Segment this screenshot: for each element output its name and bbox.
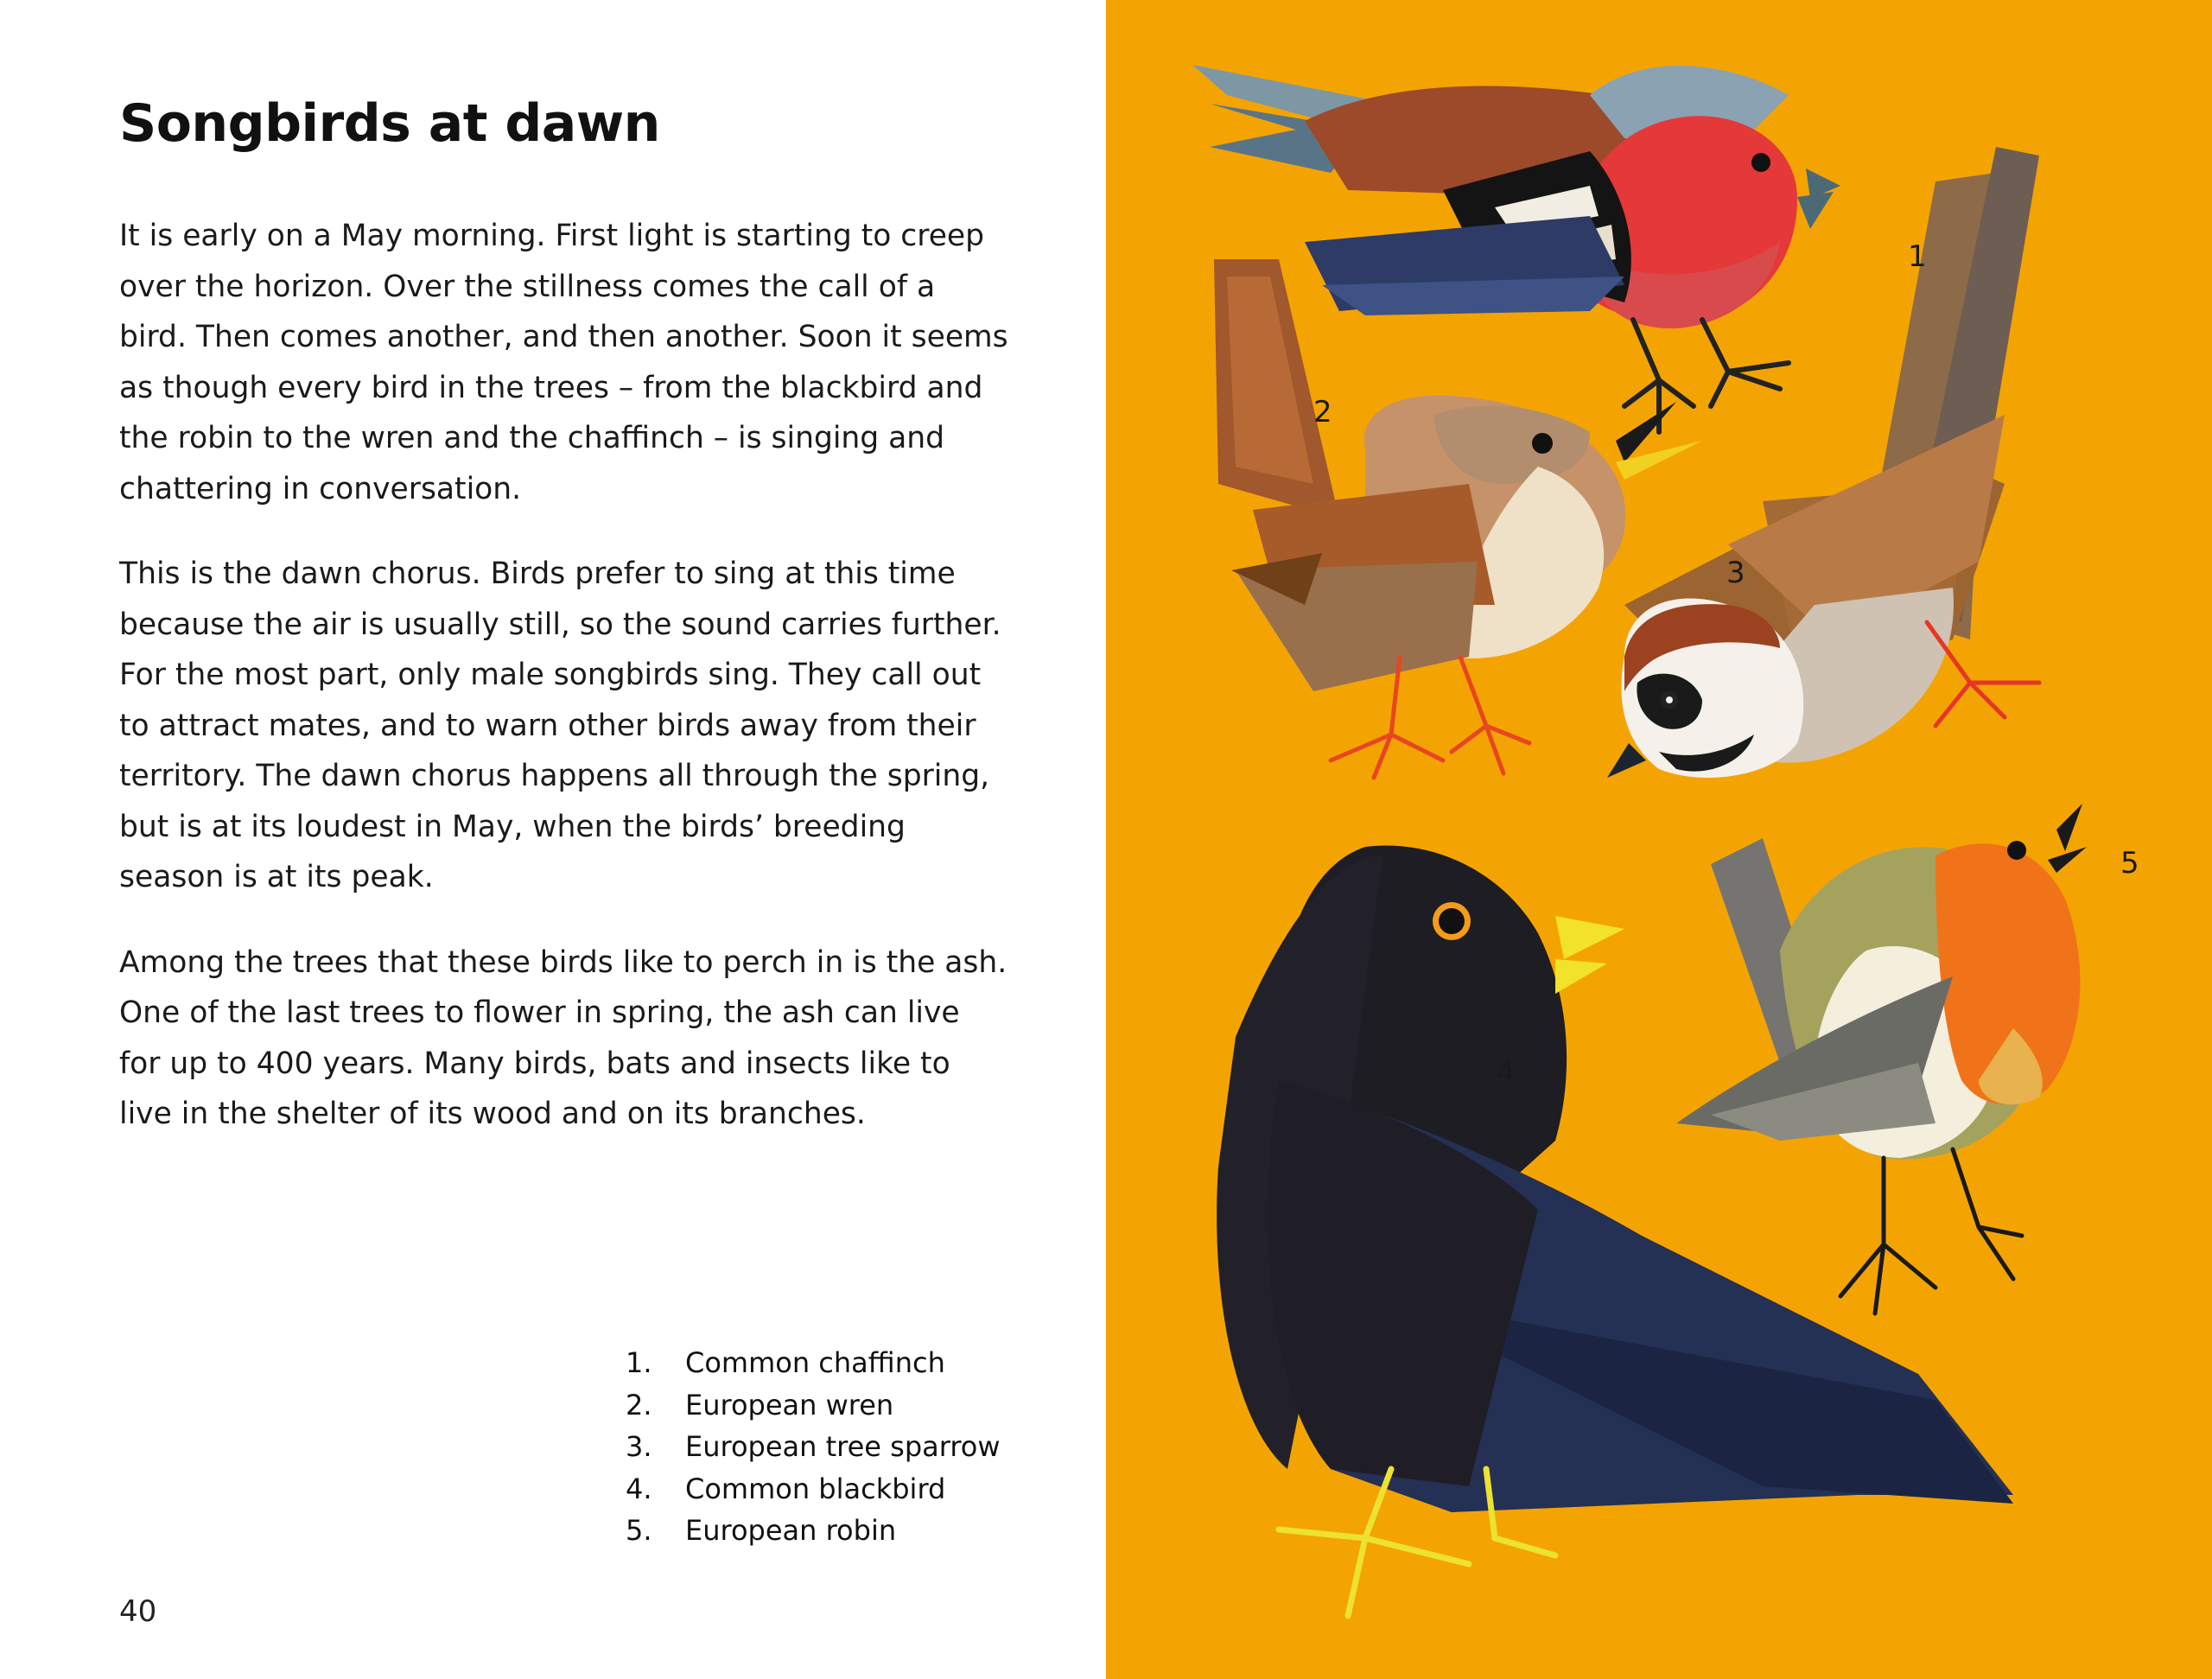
callout-number: 3	[1726, 556, 1745, 590]
page-title: Songbirds at dawn	[119, 93, 660, 154]
legend-name: European wren	[685, 1388, 894, 1421]
page-number: 40	[119, 1594, 157, 1629]
legend-name: European tree sparrow	[685, 1430, 1001, 1463]
callout-number: 2	[1313, 395, 1332, 429]
paragraph: It is early on a May morning. First light is starting to creep over the horizon. Over the stillness comes the call of a bird. Then comes another, and then another. Soon it seems as though every bird in the trees – from the blackbird and the robin to the wren and the chaffinch – is singing and chattering in conversation.	[119, 219, 1008, 506]
legend-name: Common blackbird	[685, 1472, 946, 1505]
songbird-illustration	[1106, 0, 2212, 1679]
legend-number: 5.	[626, 1514, 652, 1547]
legend-item	[626, 1426, 1001, 1468]
callout-number: 1	[1908, 239, 1927, 274]
paragraph: This is the dawn chorus. Birds prefer to sing at this time because the air is usually still, so the sound carries further. For the most part, only male songbirds sing. They call out to attract mates, and to warn other birds away from their territory. The dawn chorus happens all through the spring, but is at its loudest in May, when the birds’ breeding season is at its peak.	[119, 556, 1001, 894]
legend-name: Common chaffinch	[685, 1346, 945, 1379]
callout-number: 4	[1497, 1055, 1516, 1090]
legend-item	[626, 1384, 1001, 1427]
legend-item	[626, 1510, 1001, 1552]
legend-number: 2.	[626, 1388, 652, 1421]
legend-name: European robin	[685, 1514, 897, 1547]
paragraph: Among the trees that these birds like to perch in is the ash. One of the last trees to flower in spring, the ash can live for up to 400 years. Many birds, bats and insects like to live in the shelter of its wood and on its branches.	[119, 944, 1007, 1131]
legend-number: 1.	[626, 1346, 652, 1379]
illustration-page	[1106, 0, 2212, 1679]
body-text	[119, 211, 1009, 1174]
bird-legend	[626, 1342, 1001, 1552]
callout-number: 5	[2120, 846, 2139, 881]
legend-number: 4.	[626, 1472, 652, 1505]
legend-item	[626, 1342, 1001, 1384]
robin-illustration	[1676, 804, 2087, 1313]
legend-item	[626, 1468, 1001, 1510]
legend-number: 3.	[626, 1430, 652, 1463]
